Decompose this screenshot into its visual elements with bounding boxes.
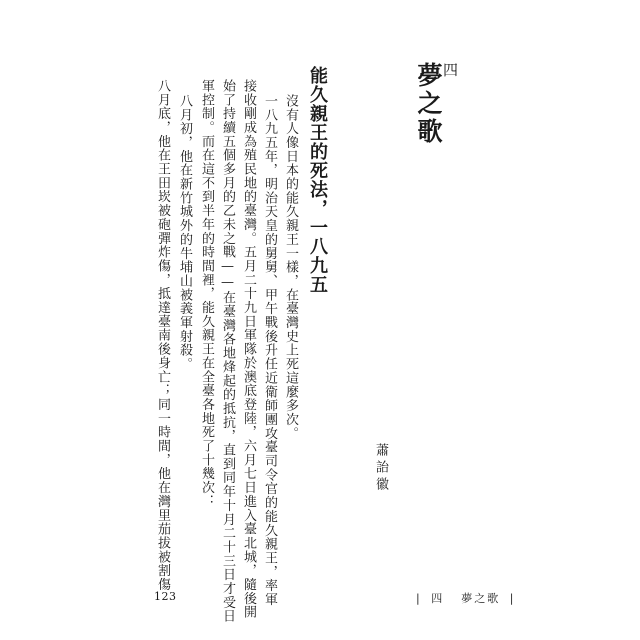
chapter-number: 四	[441, 62, 459, 79]
body-line: 始了持續五個多月的乙未之戰——在臺灣各地烽起的抵抗，直到同年十月二十三日才受日	[220, 79, 235, 624]
author-name: 蕭詒徽	[373, 443, 388, 494]
chapter-title: 夢之歌	[414, 62, 443, 146]
body-line: 沒有人像日本的能久親王一樣，在臺灣史上死這麼多次。	[283, 94, 298, 441]
body-line: 軍控制。而在這不到半年的時間裡，能久親王在全臺各地死了十幾次：	[199, 79, 214, 509]
running-head-title: 夢之歌	[461, 592, 501, 605]
body-line: 一八九五年，明治天皇的舅舅、甲午戰後升任近衛師團攻臺司令官的能久親王，率軍	[262, 94, 277, 607]
running-head	[412, 590, 519, 606]
body-line: 八月初，他在新竹城外的牛埔山被義軍射殺。	[177, 94, 192, 371]
running-head-separator-right: |	[509, 592, 516, 605]
section-heading: 能久親王的死法，一八九五	[307, 66, 328, 294]
running-head-separator-left: |	[416, 592, 422, 605]
body-line: 八月底，他在王田崁被砲彈炸傷，抵達臺南後身亡；同一時間，他在灣里茄拔被割傷	[155, 79, 170, 592]
running-head-chapter: 四	[431, 592, 445, 605]
page-number: 123	[154, 590, 177, 603]
body-line: 接收剛成為殖民地的臺灣。五月二十九日軍隊於澳底登陸，六月七日進入臺北城，隨後開	[241, 79, 256, 620]
